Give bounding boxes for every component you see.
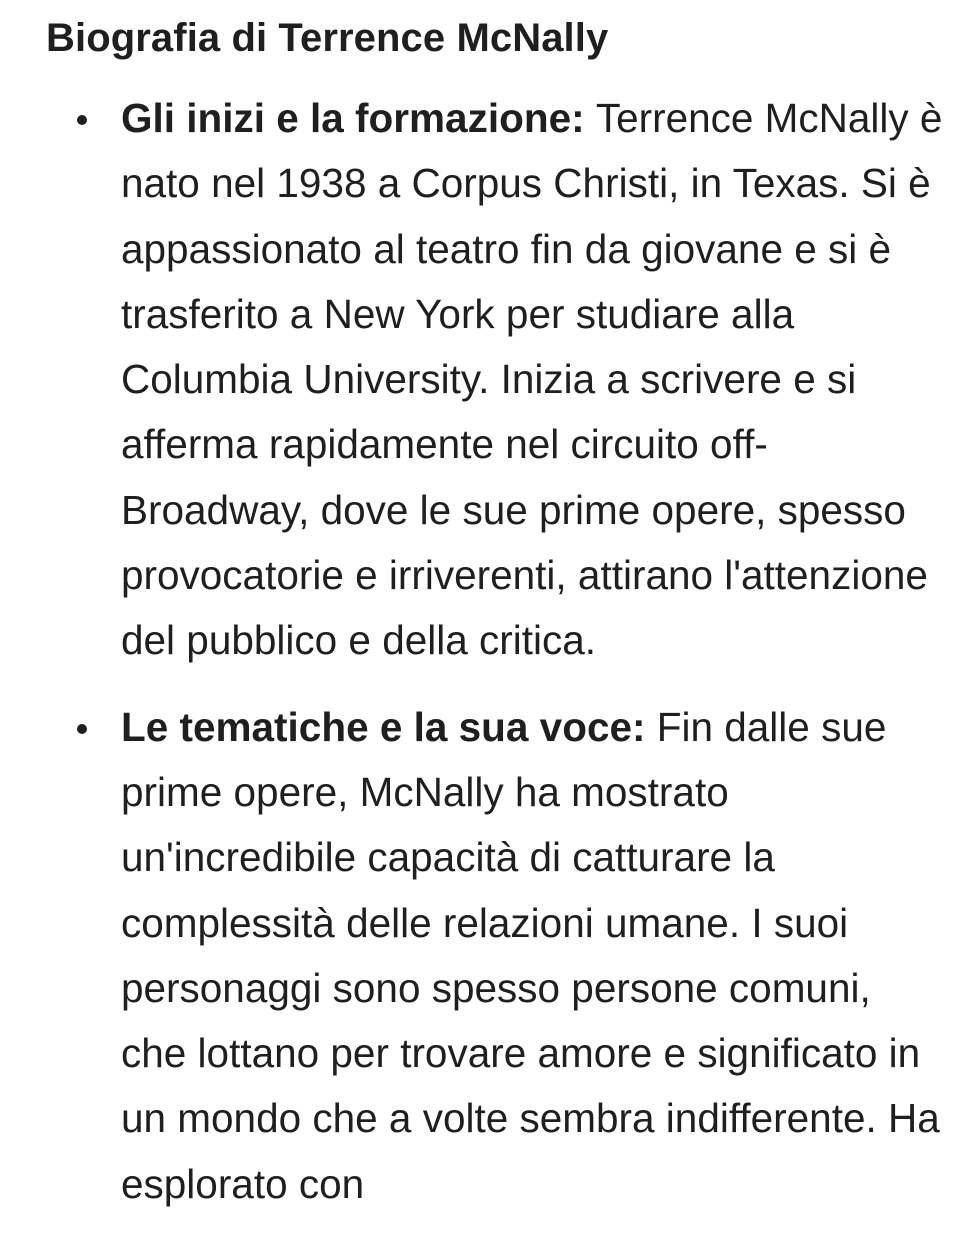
bullet-icon [77, 724, 87, 734]
list-item [46, 695, 946, 1217]
item-text: Fin dalle sue prime opere, McNally ha mostrato un'incredibile capacità di catturare la complessità delle relazioni umane. I suoi personaggi sono spesso persone comuni, che lottano per trovare amore e significato in un mondo che a volte sembra indifferente. Ha esplorato con [121, 703, 940, 1207]
bullet-icon [77, 115, 87, 125]
article-content [46, 14, 946, 1238]
item-term: Gli inizi e la formazione: [121, 95, 596, 141]
section-heading: Biografia di Terrence McNally [46, 16, 609, 60]
list-item [46, 86, 946, 674]
bullet-list [46, 86, 946, 1217]
item-term: Le tematiche e la sua voce: [121, 703, 657, 750]
item-text: Terrence McNally è nato nel 1938 a Corpus Christi, in Texas. Si è appassionato al teatro fin da giovane e si è trasferito a New York per studiare alla Columbia University. Inizia a scrivere e si afferma rapidamente nel circuito off-Broadway, dove le sue prime opere, spesso provocatorie e irriverenti, attirano l'attenzione del pubblico e della critica. [121, 95, 943, 664]
